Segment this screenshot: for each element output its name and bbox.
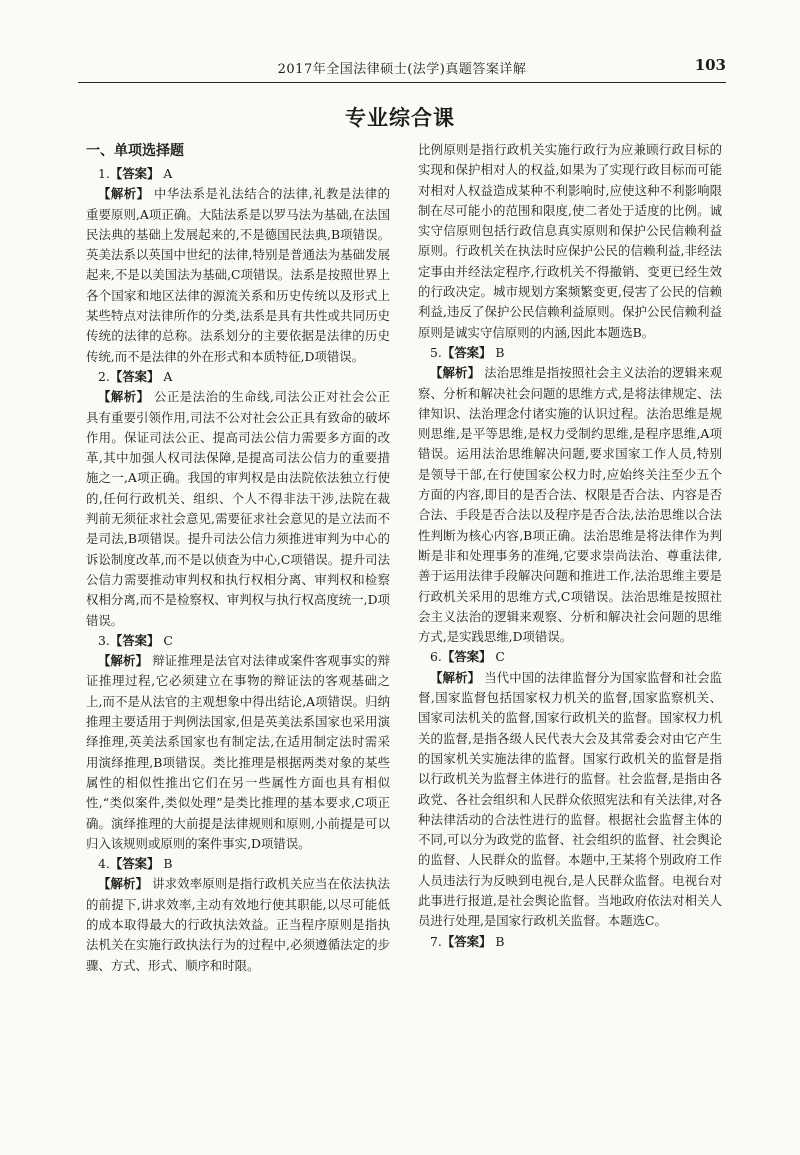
answer-line-q1: [86, 164, 390, 184]
explanation-label: 【解析】: [98, 876, 149, 892]
answer-value: B: [163, 856, 173, 872]
explanation-text: 讲求效率原则是指行政机关应当在依法执法的前提下,讲求效率,主动有效地行使其职能,以尽可能低的成本取得最大的行政执法效益。正当程序原则是指执法机关在实施行政执法行为的过程中,必须遵循法定的步骤、方式、形式、顺序和时限。: [86, 876, 390, 973]
explanation-q1: [86, 184, 390, 367]
question-number: 7.: [430, 933, 442, 949]
answer-line-q6: [418, 647, 722, 667]
answer-line-q5: [418, 343, 722, 363]
explanation-label: 【解析】: [98, 186, 150, 202]
explanation-q6: [418, 668, 722, 932]
answer-label: 【答案】: [109, 856, 160, 872]
explanation-q2: [86, 387, 390, 631]
header-title: 2017年全国法律硕士(法学)真题答案详解: [277, 62, 527, 77]
answer-value: C: [495, 649, 505, 665]
explanation-q4-part1: [86, 874, 390, 975]
page-number: 103: [694, 56, 726, 74]
explanation-label: 【解析】: [98, 389, 150, 405]
answer-line-q4: [86, 854, 390, 874]
answer-label: 【答案】: [441, 344, 492, 360]
explanation-q4-part2: 比例原则是指行政机关实施行政行为应兼顾行政目标的实现和保护相对人的权益,如果为了实现行政目标而可能对相对人权益造成某种不利影响时,应使这种不利影响限制在尽可能小的范围和限度,使二者处于适度的比例。诚实守信原则包括行政信息真实原则和保护公民信赖利益原则。行政机关在执法时应保护公民的信赖利益,非经法定事由并经法定程序,行政机关不得撤销、变更已经生效的行政决定。城市规划方案频繁变更,侵害了公民的信赖利益,违反了保护公民信赖利益原则。保护公民信赖利益原则是诚实守信原则的内涵,因此本题选B。: [418, 142, 722, 340]
answer-value: A: [163, 368, 173, 384]
answer-line-q7: [418, 932, 722, 952]
explanation-text: 法治思维是指按照社会主义法治的逻辑来观察、分析和解决社会问题的思维方式,是将法律规定、法律知识、法治理念付诸实施的认识过程。法治思维是规则思维,是平等思维,是权力受制约思维,是程序思维,A项错误。运用法治思维解决问题,要求国家工作人员,特别是领导干部,在行使国家公权力时,应始终关注至少五个方面的内容,即目的是否合法、权限是否合法、内容是否合法、手段是否合法以及程序是否合法,法治思维以合法性判断为核心内容,B项正确。法治思维是将法律作为判断是非和处理事务的准绳,它要求崇尚法治、尊重法律,善于运用法律手段解决问题和推进工作,法治思维主要是行政机关采用的思维方式,C项错误。法治思维是按照社会主义法治的逻辑来观察、分析和解决社会问题的思维方式,是实践思维,D项错误。: [418, 365, 722, 645]
left-column: [86, 138, 390, 1148]
explanation-label: 【解析】: [98, 653, 149, 669]
explanation-q5: [418, 363, 722, 647]
explanation-text: 当代中国的法律监督分为国家监督和社会监督,国家监督包括国家权力机关的监督,国家监察机关、国家司法机关的监督,国家行政机关的监督。国家权力机关的监督,是指各级人民代表大会及其常委会对由它产生的国家机关实施法律的监督。国家行政机关的监督是指以行政机关为监督主体进行的监督。社会监督,是指由各政党、各社会组织和人民群众依照宪法和有关法律,对各种法律活动的合法性进行的监督。根据社会监督主体的不同,可以分为政党的监督、社会组织的监督、社会舆论的监督、人民群众的监督。本题中,王某将个别政府工作人员违法行为反映到电视台,是人民群众监督。电视台对此事进行报道,是社会舆论监督。当地政府依法对相关人员进行处理,是国家行政机关监督。本题选C。: [418, 669, 722, 929]
question-number: 6.: [430, 649, 442, 665]
explanation-text: 辩证推理是法官对法律或案件客观事实的辩证推理过程,它必须建立在事物的辩证法的客观基础之上,而不是从法官的主观想象中得出结论,A项错误。归纳推理主要适用于判例法国家,但是英美法系国家也采用演绎推理,英美法系国家也有制定法,在适用制定法时需采用演绎推理,B项错误。类比推理是根据两类对象的某些属性的相似性推出它们在另一些属性方面也具有相似性,“类似案件,类似处理”是类比推理的基本要求,C项正确。演绎推理的大前提是法律规则和原则,小前提是可以归入该规则或原则的案件事实,D项错误。: [86, 653, 390, 851]
explanation-q3: [86, 651, 390, 854]
explanation-text: 公正是法治的生命线,司法公正对社会公正具有重要引领作用,司法不公对社会公正具有致命的破坏作用。保证司法公正、提高司法公信力需要多方面的改革,其中加强人权司法保障,是提高司法公信力的重要措施之一,A项正确。我国的审判权是由法院依法独立行使的,任何行政机关、组织、个人不得非法干涉,法院在裁判前无须征求社会意见,需要征求社会意见的是立法而不是司法,B项错误。提升司法公信力须推进审判为中心的诉讼制度改革,而不是以侦查为中心,C项错误。提升司法公信力需要推动审判权和执行权相分离、审判权和检察权相分离,而不是检察权、审判权与执行权高度统一,D项错误。: [86, 389, 390, 628]
answer-value: B: [495, 933, 505, 949]
right-column: [418, 140, 722, 1150]
answer-label: 【答案】: [109, 632, 160, 648]
answer-value: C: [163, 632, 173, 648]
answer-line-q3: [86, 631, 390, 651]
section-title: 专业综合课: [345, 106, 455, 130]
question-number: 3.: [98, 632, 110, 648]
running-header: [78, 54, 726, 83]
answer-label: 【答案】: [109, 368, 160, 384]
question-number: 2.: [98, 368, 110, 384]
answer-label: 【答案】: [109, 166, 160, 181]
explanation-label: 【解析】: [430, 669, 481, 685]
question-number: 5.: [430, 344, 442, 360]
answer-value: B: [495, 344, 505, 360]
explanation-text: 中华法系是礼法结合的法律,礼教是法律的重要原则,A项正确。大陆法系是以罗马法为基础,在法国民法典的基础上发展起来的,不是德国民法典,B项错误。英美法系以英国中世纪的法律,特别是普通法为基础发展起来,不是以美国法为基础,C项错误。法系是按照世界上各个国家和地区法律的源流关系和历史传统以及形式上某些特点对法律所作的分类,法系是具有共性或共同历史传统的法律的总称。法系划分的主要依据是法律的历史传统,而不是法律的外在形式和本质特征,D项错误。: [86, 186, 390, 364]
explanation-label: 【解析】: [430, 365, 481, 381]
question-number: 4.: [98, 856, 110, 872]
subsection-heading: 一、单项选择题: [86, 143, 184, 159]
answer-value: A: [163, 166, 173, 181]
question-number: 1.: [98, 166, 110, 181]
answer-line-q2: [86, 367, 390, 387]
answer-label: 【答案】: [441, 933, 492, 949]
answer-label: 【答案】: [441, 649, 492, 665]
